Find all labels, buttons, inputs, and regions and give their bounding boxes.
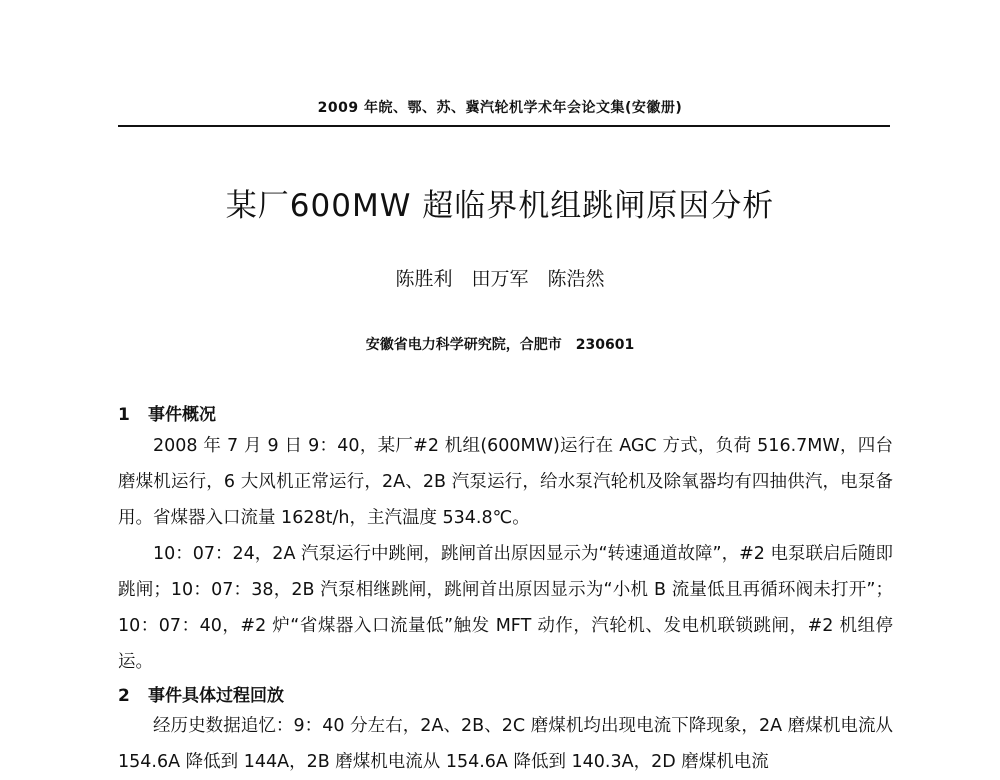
- paper-affiliation: 安徽省电力科学研究院，合肥市 230601: [365, 337, 635, 353]
- paper-authors: 陈胜利 田万军 陈浩然: [395, 268, 605, 290]
- section-heading-1: [118, 400, 216, 425]
- section-title: 事件具体过程回放: [148, 686, 284, 706]
- running-header: 2009 年皖、鄂、苏、冀汽轮机学术年会论文集(安徽册): [317, 100, 683, 116]
- body-paragraph: 经历史数据追忆：9：40 分左右，2A、2B、2C 磨煤机均出现电流下降现象，2A 磨煤机电流从 154.6A 降低到 144A，2B 磨煤机电流从 154.6A 降低到 140.3A，2D 磨煤机电流: [118, 716, 893, 772]
- section-heading-2: [118, 681, 284, 706]
- paper-title: 某厂600MW 超临界机组跳闸原因分析: [225, 188, 775, 224]
- section-number: 1: [118, 405, 130, 425]
- header-rule: [118, 125, 890, 127]
- body-paragraph: 10：07：24，2A 汽泵运行中跳闸，跳闸首出原因显示为“转速通道故障”，#2 电泵联启后随即跳闸；10：07：38，2B 汽泵相继跳闸，跳闸首出原因显示为“小机 B 流量低且再循环阀未打开”；10：07：40，#2 炉“省煤器入口流量低”触发 MFT 动作，汽轮机、发电机联锁跳闸，#2 机组停运。: [118, 544, 893, 672]
- section-title: 事件概况: [148, 405, 216, 425]
- section-number: 2: [118, 686, 130, 706]
- body-paragraph: 2008 年 7 月 9 日 9：40，某厂#2 机组(600MW)运行在 AGC 方式，负荷 516.7MW，四台磨煤机运行，6 大风机正常运行，2A、2B 汽泵运行，给水泵汽轮机及除氧器均有四抽供汽，电泵备用。省煤器入口流量 1628t/h，主汽温度 534.8℃。: [118, 436, 893, 528]
